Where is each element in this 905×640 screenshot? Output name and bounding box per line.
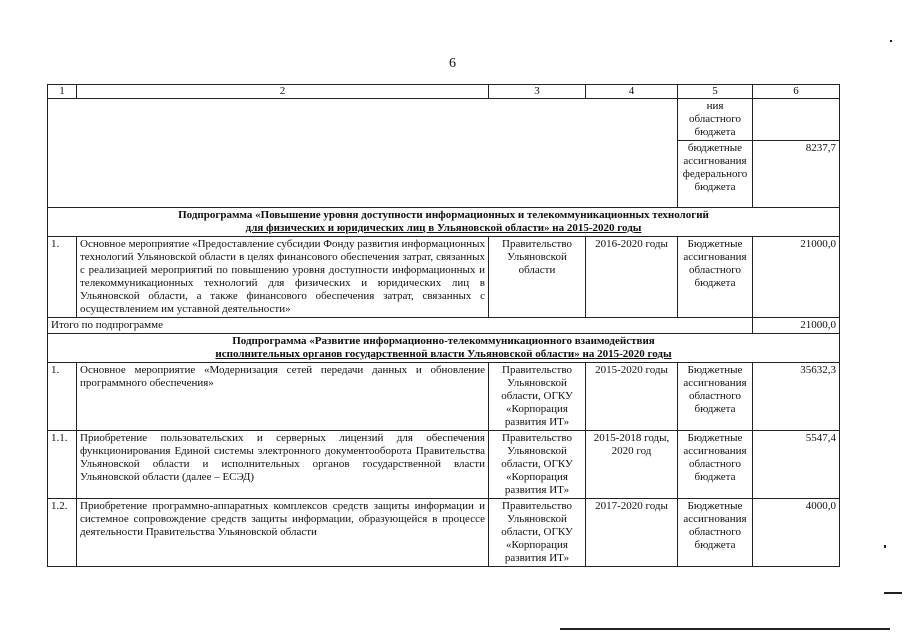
funding-source-cell: Бюджетные ассигнования областного бюджета xyxy=(678,237,753,318)
amount-cell: 5547,4 xyxy=(753,431,840,499)
activity-description: Основное мероприятие «Предоставление субсидии Фонду развития информационных технологий Ульяновской области в целях финансового обеспечения затрат, связанных с реализацией мероприятий по повышению уровня доступности информационных и телекоммуникационных технологий для физических и юридических лиц в Ульяновской области, а также финансового обеспечения затрат, связанных с осуществлением им уставной деятельности» xyxy=(77,237,489,318)
activity-description: Приобретение пользовательских и серверных лицензий для обеспечения функционирования Единой системы электронного документооборота Правительства Ульяновской области и исполнительных органов государственной власти Ульяновской области (далее – ЕСЭД) xyxy=(77,431,489,499)
period-cell: 2016-2020 годы xyxy=(586,237,678,318)
executor-cell: Правительство Ульяновской области, ОГКУ «Корпорация развития ИТ» xyxy=(489,431,586,499)
amount-cell: 35632,3 xyxy=(753,363,840,431)
executor-cell: Правительство Ульяновской области, ОГКУ «Корпорация развития ИТ» xyxy=(489,363,586,431)
activity-description: Приобретение программно-аппаратных комплексов средств защиты информации и системное сопровождение средств защиты информации, образующейся в процессе деятельности Правительства Ульяновской области xyxy=(77,499,489,567)
subprogram-title: Подпрограмма «Развитие информационно-телекоммуникационного взаимодействия xyxy=(232,335,655,347)
table-row xyxy=(48,363,840,431)
col-header-6: 6 xyxy=(753,85,840,99)
col-header-3: 3 xyxy=(489,85,586,99)
period-cell: 2015-2018 годы, 2020 год xyxy=(586,431,678,499)
col-header-4: 4 xyxy=(586,85,678,99)
row-number: 1.1. xyxy=(48,431,77,499)
row-number: 1.2. xyxy=(48,499,77,567)
amount-cell: 4000,0 xyxy=(753,499,840,567)
funding-source-cell: бюджетные ассигнования федерального бюджета xyxy=(678,141,753,208)
scan-line xyxy=(884,592,902,594)
col-header-1: 1 xyxy=(48,85,77,99)
scan-speck xyxy=(890,40,892,42)
scan-line xyxy=(560,628,890,630)
subprogram-header-2 xyxy=(48,334,840,363)
page-number: 6 xyxy=(449,56,456,71)
subprogram-header-1 xyxy=(48,208,840,237)
column-number-row xyxy=(48,85,840,99)
subtotal-amount: 21000,0 xyxy=(753,318,840,334)
col-header-5: 5 xyxy=(678,85,753,99)
amount-cell: 21000,0 xyxy=(753,237,840,318)
subprogram-title: Подпрограмма «Повышение уровня доступности информационных и телекоммуникационных технологий xyxy=(178,209,709,221)
funding-source-cell: Бюджетные ассигнования областного бюджета xyxy=(678,363,753,431)
continuation-row-regional xyxy=(48,99,840,141)
amount-cell xyxy=(753,99,840,141)
col-header-2: 2 xyxy=(77,85,489,99)
subtotal-label: Итого по подпрограмме xyxy=(48,318,753,334)
executor-cell: Правительство Ульяновской области xyxy=(489,237,586,318)
scan-speck xyxy=(884,545,886,548)
row-number: 1. xyxy=(48,237,77,318)
subprogram-title-line2: исполнительных органов государственной власти Ульяновской области» на 2015-2020 годы xyxy=(215,348,672,360)
funding-source-cell: ния областного бюджета xyxy=(678,99,753,141)
table-row xyxy=(48,499,840,567)
funding-source-cell: Бюджетные ассигнования областного бюджета xyxy=(678,431,753,499)
period-cell: 2017-2020 годы xyxy=(586,499,678,567)
table-row xyxy=(48,237,840,318)
table-row xyxy=(48,431,840,499)
subtotal-row xyxy=(48,318,840,334)
executor-cell: Правительство Ульяновской области, ОГКУ «Корпорация развития ИТ» xyxy=(489,499,586,567)
activity-description: Основное мероприятие «Модернизация сетей передачи данных и обновление программного обеспечения» xyxy=(77,363,489,431)
subprogram-title-line2: для физических и юридических лиц в Ульяновской области» на 2015-2020 годы xyxy=(245,222,642,234)
continuation-blank xyxy=(48,99,678,208)
row-number: 1. xyxy=(48,363,77,431)
funding-source-cell: Бюджетные ассигнования областного бюджета xyxy=(678,499,753,567)
period-cell: 2015-2020 годы xyxy=(586,363,678,431)
program-table xyxy=(47,84,840,567)
amount-cell: 8237,7 xyxy=(753,141,840,208)
